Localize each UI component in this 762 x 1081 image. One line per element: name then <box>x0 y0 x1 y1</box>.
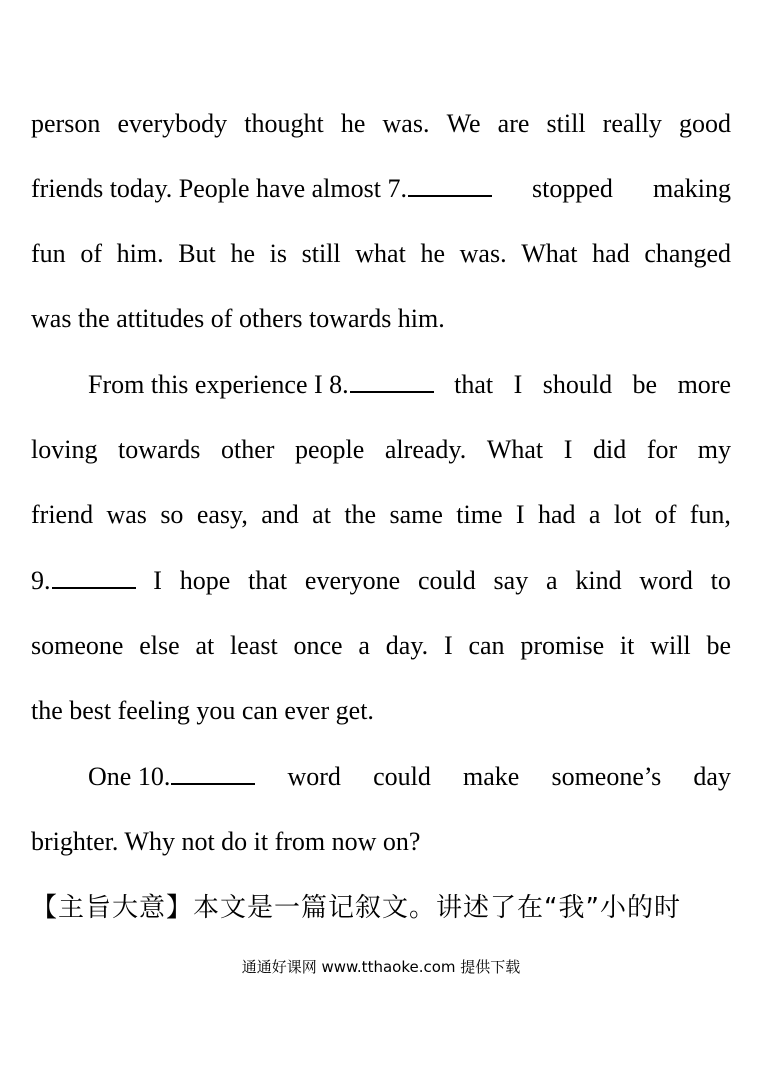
line-text: From this experience I 8. <box>88 370 349 399</box>
text-line-5 <box>88 368 731 402</box>
word: But <box>178 239 216 268</box>
word: word <box>639 566 693 595</box>
word: the <box>344 500 377 529</box>
word: him. <box>116 239 164 268</box>
word: everyone <box>304 566 401 595</box>
text-line-10 <box>31 694 731 728</box>
word: is <box>269 239 287 268</box>
word: someone’s <box>551 762 662 791</box>
text-line-9 <box>31 629 731 663</box>
word: my <box>697 435 731 464</box>
word: that <box>248 566 288 595</box>
word: at <box>312 500 331 529</box>
word: towards <box>118 435 201 464</box>
word: I <box>563 435 573 464</box>
word: could <box>417 566 476 595</box>
word: easy, <box>196 500 248 529</box>
text-line-3 <box>31 237 731 271</box>
line-text: One 10. <box>88 762 171 791</box>
word: a <box>358 631 370 660</box>
word: I <box>153 566 162 595</box>
word: everybody <box>117 109 228 138</box>
word: hope <box>179 566 231 595</box>
word: it <box>619 631 635 660</box>
word: least <box>230 631 278 660</box>
text-line-4 <box>31 302 731 336</box>
word: What <box>521 239 578 268</box>
word: should <box>542 370 613 399</box>
word: changed <box>644 239 731 268</box>
word: to <box>710 566 731 595</box>
text-line-2 <box>31 172 731 206</box>
word: and <box>261 500 299 529</box>
word: make <box>463 762 520 791</box>
line-text-group <box>31 564 136 598</box>
line-text: friends today. People have almost 7. <box>31 174 407 203</box>
word: else <box>139 631 180 660</box>
word: people <box>294 435 365 464</box>
line-text-group <box>88 760 255 794</box>
word: a <box>546 566 558 595</box>
word: promise <box>520 631 605 660</box>
line-text: the best feeling you can ever get. <box>31 696 374 725</box>
word: still <box>301 239 341 268</box>
word: could <box>373 762 431 791</box>
text-line-8 <box>31 564 731 598</box>
word: kind <box>575 566 622 595</box>
word: of <box>654 500 677 529</box>
word: a <box>588 500 601 529</box>
blank-10 <box>171 765 255 785</box>
word: someone <box>31 631 124 660</box>
word: say <box>493 566 529 595</box>
word: be <box>632 370 658 399</box>
word: still <box>546 109 586 138</box>
word: other <box>220 435 275 464</box>
word: at <box>195 631 215 660</box>
word: day. <box>385 631 429 660</box>
word: he <box>340 109 366 138</box>
word: stopped <box>532 174 613 203</box>
word: be <box>706 631 731 660</box>
summary-heading-line: 【主旨大意】本文是一篇记叙文。讲述了在“我”小的时 <box>31 893 681 923</box>
word: that <box>454 370 494 399</box>
line-text: 9. <box>31 566 51 595</box>
word: are <box>497 109 530 138</box>
word: once <box>293 631 343 660</box>
word: he <box>420 239 445 268</box>
word: same <box>389 500 443 529</box>
word: day <box>693 762 731 791</box>
line-text-group <box>31 172 492 206</box>
word: had <box>537 500 576 529</box>
word: We <box>446 109 481 138</box>
word: more <box>677 370 731 399</box>
word: can <box>468 631 505 660</box>
word: really <box>602 109 662 138</box>
blank-9 <box>52 569 136 589</box>
word: will <box>650 631 691 660</box>
text-line-11 <box>88 760 731 794</box>
word: making <box>653 174 731 203</box>
word: thought <box>244 109 324 138</box>
word: what <box>355 239 406 268</box>
text-line-12 <box>31 825 731 859</box>
word: friend <box>31 500 94 529</box>
word: did <box>592 435 627 464</box>
word: for <box>646 435 678 464</box>
word: so <box>160 500 184 529</box>
word: word <box>287 762 341 791</box>
word: was <box>106 500 147 529</box>
word: he <box>230 239 255 268</box>
word: What <box>486 435 544 464</box>
word: had <box>592 239 630 268</box>
word: fun, <box>689 500 731 529</box>
word: person <box>31 109 101 138</box>
word: fun <box>31 239 66 268</box>
blank-8 <box>350 373 434 393</box>
word: lot <box>613 500 642 529</box>
word: already. <box>384 435 467 464</box>
word: good <box>678 109 731 138</box>
word: I <box>513 370 523 399</box>
line-text: brighter. Why not do it from now on? <box>31 827 421 856</box>
text-line-7 <box>31 498 731 532</box>
word: loving <box>31 435 98 464</box>
word: was. <box>382 109 430 138</box>
blank-7 <box>408 177 492 197</box>
page-footer: 通通好课网 www.tthaoke.com 提供下载 <box>241 958 521 976</box>
word: of <box>80 239 102 268</box>
text-line-6 <box>31 433 731 467</box>
line-text-group <box>88 368 434 402</box>
word: I <box>515 500 525 529</box>
word: time <box>456 500 503 529</box>
word: was. <box>459 239 507 268</box>
line-text: was the attitudes of others towards him. <box>31 304 445 333</box>
text-line-1 <box>31 107 731 141</box>
word: I <box>443 631 453 660</box>
